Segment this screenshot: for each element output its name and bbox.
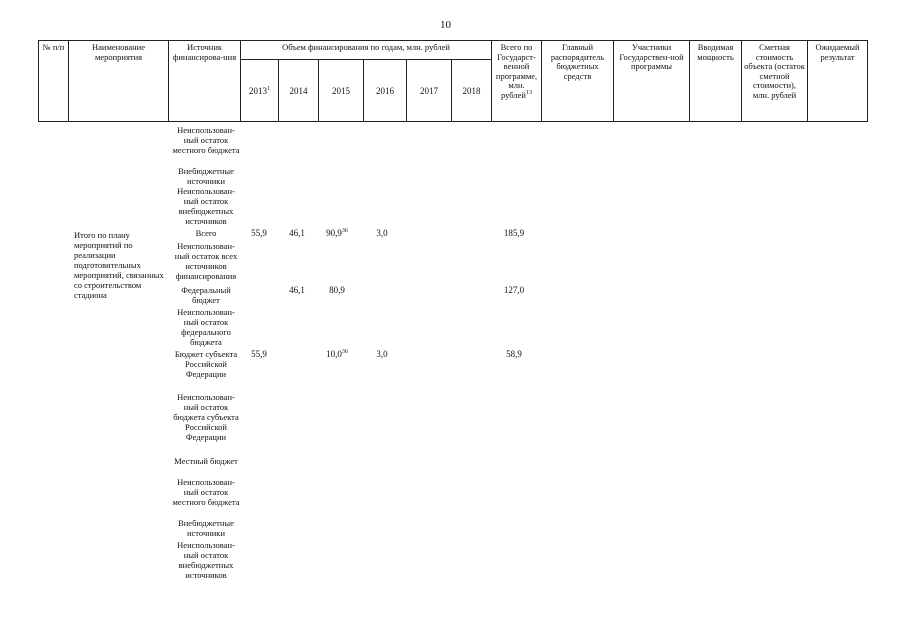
header-estimate: Сметная стоимость объекта (остаток сметной стоимости), млн. рублей bbox=[742, 41, 808, 122]
header-participants: Участники Государствен-ной программы bbox=[614, 41, 690, 122]
source-unused-regional: Неиспользован-ный остаток бюджета субъекта Российской Федерации bbox=[173, 392, 239, 442]
header-year-2018: 2018 bbox=[452, 60, 492, 122]
source-extrabudget: Внебюджетные источники bbox=[178, 518, 234, 538]
value-total-2013: 55,9 bbox=[251, 228, 267, 238]
source-unused-all: Неиспользован-ный остаток всех источников финансирования bbox=[174, 241, 238, 281]
header-source: Источник финансирова-ния bbox=[169, 41, 241, 122]
header-year-2016: 2016 bbox=[364, 60, 407, 122]
header-year-2013: 2013$^1$ bbox=[241, 60, 279, 122]
header-num: № п/п bbox=[39, 41, 69, 122]
source-unused-extrabudget: Неиспользован-ный остаток внебюджетных источников bbox=[177, 540, 235, 580]
value-total-sum: 185,9 bbox=[503, 228, 525, 238]
value-regional-sum: 58,9 bbox=[506, 349, 522, 359]
value-federal-2014: 46,1 bbox=[289, 285, 305, 295]
header-year-2017: 2017 bbox=[407, 60, 452, 122]
row-title: Итого по плану мероприятий по реализации подготовительных мероприятий, связанных со строительством стадиона bbox=[74, 230, 164, 300]
source-federal: Федеральный бюджет bbox=[181, 285, 231, 305]
financing-table-header bbox=[38, 40, 868, 122]
source-local: Местный бюджет bbox=[174, 456, 238, 466]
source-unused-local-top: Неиспользован-ный остаток местного бюджета bbox=[172, 125, 240, 155]
value-total-2016: 3,0 bbox=[376, 228, 388, 238]
header-year-2014: 2014 bbox=[279, 60, 319, 122]
value-regional-2015: 10,0$^{36}$ bbox=[326, 349, 348, 359]
value-regional-2013: 55,9 bbox=[251, 349, 267, 359]
header-manager: Главный распорядитель бюджетных средств bbox=[542, 41, 614, 122]
source-unused-federal: Неиспользован-ный остаток федерального бюджета bbox=[177, 307, 235, 347]
header-name: Наименование мероприятия bbox=[69, 41, 169, 122]
value-total-2015: 90,9$^{36}$ bbox=[326, 228, 348, 238]
header-year-2015: 2015 bbox=[319, 60, 364, 122]
header-total: Всего по Государст-венной программе, млн. рублей$^{13}$ bbox=[492, 41, 542, 122]
source-total: Всего bbox=[195, 228, 217, 238]
value-regional-2016: 3,0 bbox=[376, 349, 388, 359]
header-capacity: Вводимая мощность bbox=[690, 41, 742, 122]
page-number: 10 bbox=[440, 19, 451, 31]
source-regional: Бюджет субъекта Российской Федерации bbox=[174, 349, 238, 379]
header-result: Ожидаемый результат bbox=[808, 41, 868, 122]
source-unused-local: Неиспользован-ный остаток местного бюджета bbox=[172, 477, 240, 507]
header-financing: Объем финансирования по годам, млн. рублей bbox=[241, 41, 492, 60]
value-federal-sum: 127,0 bbox=[503, 285, 525, 295]
value-federal-2015: 80,9 bbox=[329, 285, 345, 295]
source-extrabudget-top: Внебюджетные источники bbox=[178, 166, 234, 186]
source-unused-extrabudget-top: Неиспользован-ный остаток внебюджетных источников bbox=[177, 186, 235, 226]
value-total-2014: 46,1 bbox=[289, 228, 305, 238]
